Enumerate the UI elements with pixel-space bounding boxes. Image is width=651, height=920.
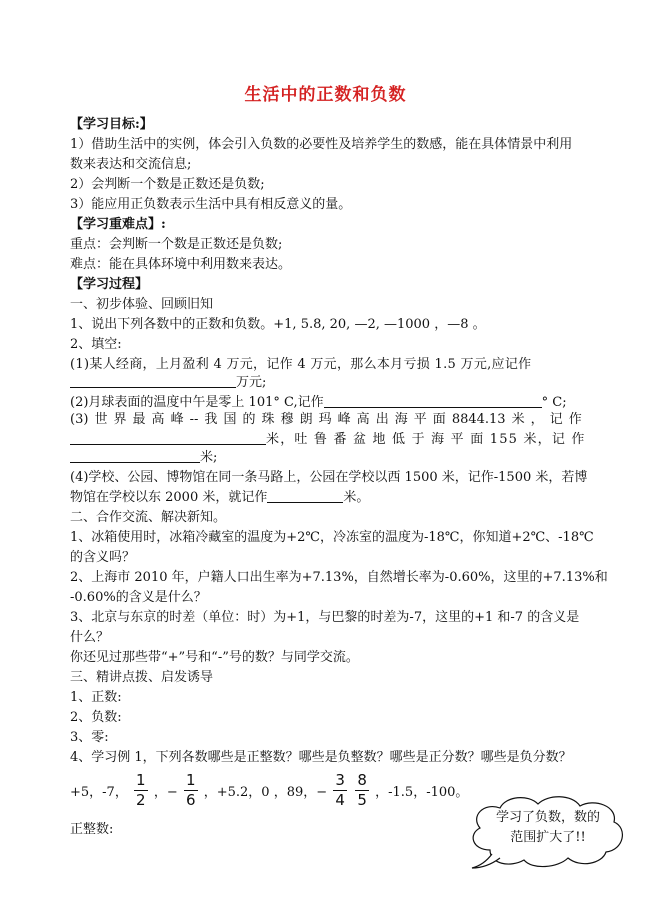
goal-3: 3）能应用正负数表示生活中具有相反意义的量。 — [70, 197, 352, 212]
word: 我 — [204, 412, 218, 427]
goals-heading: 【学习目标:】 — [70, 117, 153, 132]
fraction — [333, 772, 347, 809]
word: 世 — [94, 412, 108, 427]
unit-label: 米。 — [343, 490, 370, 505]
word: 峰 — [337, 412, 351, 427]
definition-zero: 3、零: — [70, 730, 109, 745]
word: 的 — [242, 412, 256, 427]
page-title: 生活中的正数和负数 — [244, 85, 407, 105]
answer-blank[interactable] — [267, 490, 343, 503]
numerator: 3 — [335, 771, 345, 789]
fraction — [184, 772, 198, 809]
answer-blank[interactable] — [70, 375, 236, 388]
cooperate-3-line-b: 什么？ — [70, 630, 110, 645]
question-2-1-line-b — [70, 375, 266, 391]
cooperate-2-line-a: 2、上海市 2010 年，户籍人口出生率为+7.13%，自然增长率为-0.60%，这里的+7.13%和 — [70, 570, 608, 585]
fraction — [355, 772, 369, 809]
cooperate-4: 你还见过那些带“+”号和“-”号的数？与同学交流。 — [70, 650, 359, 665]
cooperate-1-line-b: 的含义吗？ — [70, 550, 136, 565]
unit-label: 米; — [200, 450, 218, 465]
word: 记 — [549, 412, 563, 427]
numerator: 8 — [357, 771, 367, 789]
bubble-line: 范围扩大了!! — [510, 830, 586, 845]
goal-1-line-b: 数来表达和交流信息; — [70, 157, 192, 172]
key-heading: 【学习重难点】: — [70, 217, 166, 232]
word: 8844.13 — [451, 412, 506, 427]
number-text: +5，-7， — [70, 785, 128, 800]
number-text: ，− — [153, 785, 178, 800]
word: 高 — [151, 412, 165, 427]
number-text: ，+5.2，0 ，89，− — [203, 785, 328, 800]
number-text: ，-1.5，-100。 — [375, 785, 469, 800]
definition-negative: 2、负数: — [70, 710, 122, 725]
question-text: (2)月球表面的温度中午是零上 101° C,记作 — [70, 395, 324, 410]
unit-label: 万元; — [236, 375, 267, 390]
word: 朗 — [299, 412, 313, 427]
question-2: 2、填空: — [70, 337, 122, 352]
section-2-title: 二、合作交流、解决新知。 — [70, 510, 227, 525]
word: ， — [530, 412, 544, 427]
definition-positive: 1、正数: — [70, 690, 122, 705]
question-2-1-line-a: (1)某人经商，上月盈利 4 万元，记作 4 万元，那么本月亏损 1.5 万元,应记作 — [70, 357, 532, 372]
goal-1-line-a: 1）借助生活中的实例，体会引入负数的必要性及培养学生的数感，能在具体情景中利用 — [70, 137, 573, 152]
number-list — [70, 772, 468, 809]
thought-bubble-text — [473, 808, 623, 848]
positive-integer-label: 正整数: — [70, 822, 114, 837]
answer-blank[interactable] — [70, 450, 200, 463]
cooperate-1-line-a: 1、冰箱使用时，冰箱冷藏室的温度为+2℃，冷冻室的温度为-18℃，你知道+2℃、-18℃ — [70, 530, 594, 545]
question-1: 1、说出下列各数中的正数和负数。+1, 5.8, 20, —2, —1000 ，—8 。 — [70, 317, 486, 332]
question-2-3-line-c — [70, 450, 217, 466]
word: 高 — [356, 412, 370, 427]
question-2-4-line-b — [70, 490, 369, 506]
word: 国 — [223, 412, 237, 427]
answer-blank[interactable] — [70, 432, 266, 445]
difficult-point: 难点：能在具体环境中利用数来表达。 — [70, 257, 292, 272]
unit-label: ° C; — [541, 395, 567, 410]
word: 峰 — [170, 412, 184, 427]
key-point: 重点：会判断一个数是正数还是负数; — [70, 237, 283, 252]
question-text: 米，吐 鲁 番 盆 地 低 于 海 平 面 155 米，记 作 — [266, 432, 586, 447]
question-text: 物馆在学校以东 2000 米，就记作 — [70, 490, 268, 505]
section-1-title: 一、初步体验、回顾旧知 — [70, 297, 214, 312]
word: 出 — [375, 412, 389, 427]
word: 作 — [568, 412, 582, 427]
goal-2: 2）会判断一个数是正数还是负数; — [70, 177, 265, 192]
numerator: 1 — [136, 771, 146, 789]
answer-blank[interactable] — [324, 395, 542, 408]
word: 海 — [394, 412, 408, 427]
denominator: 6 — [185, 791, 196, 809]
example-1: 4、学习例 1，下列各数哪些是正整数？哪些是负整数？哪些是正分数？哪些是负分数？ — [70, 750, 572, 765]
word: 珠 — [261, 412, 275, 427]
process-heading: 【学习过程】 — [70, 277, 149, 292]
numerator: 1 — [185, 771, 196, 789]
denominator: 5 — [357, 791, 367, 809]
word: -- — [189, 412, 199, 427]
word: 界 — [113, 412, 127, 427]
bubble-line: 学习了负数，数的 — [495, 810, 600, 825]
word: 穆 — [280, 412, 294, 427]
word: 面 — [432, 412, 446, 427]
word: 米 — [511, 412, 525, 427]
word: 平 — [413, 412, 427, 427]
question-2-4-line-a: (4)学校、公园、博物馆在同一条马路上，公园在学校以西 1500 米，记作-1500 米，若博 — [70, 470, 588, 485]
question-2-3-line-a — [70, 412, 582, 428]
word: (3) — [70, 412, 89, 427]
denominator: 2 — [136, 791, 146, 809]
denominator: 4 — [335, 791, 345, 809]
question-2-2 — [70, 395, 567, 411]
cooperate-3-line-a: 3、北京与东京的时差（单位：时）为+1，与巴黎的时差为-7，这里的+1 和-7 的含义是 — [70, 610, 580, 625]
word: 玛 — [318, 412, 332, 427]
cooperate-2-line-b: -0.60%的含义是什么？ — [70, 590, 207, 605]
fraction — [134, 772, 148, 809]
word: 最 — [132, 412, 146, 427]
question-2-3-line-b — [70, 432, 586, 448]
section-3-title: 三、精讲点拨、启发诱导 — [70, 670, 214, 685]
